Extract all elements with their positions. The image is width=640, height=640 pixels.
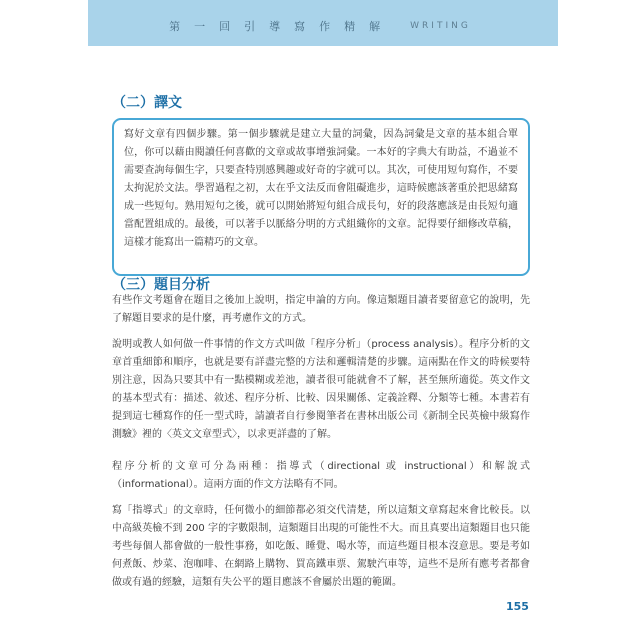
chapter-subtitle-en: WRITING: [410, 21, 471, 31]
chapter-title-char: 一: [194, 20, 207, 33]
chapter-title: [169, 18, 394, 34]
chapter-title-char: 引: [244, 20, 257, 33]
chapter-title-char: 第: [169, 20, 182, 33]
section-heading-analysis: （三）題目分析: [112, 277, 210, 293]
chapter-title-char: 解: [369, 20, 382, 33]
chapter-title-char: 精: [344, 20, 357, 33]
translation-text: 寫好文章有四個步驟。第一個步驟就是建立大量的詞彙，因為詞彙是文章的基本組合單位，你可以藉由閱讀任何喜歡的文章或故事增強詞彙。一本好的字典大有助益，不過並不需要查詢每個生字，只要查特別感興趣或好奇的字就可以。其次，可使用短句寫作，不要太拘泥於文法。學習過程之初，太在乎文法反而會阻礙進步，這時候應該著重於把思緒寫成一些短句。熟用短句之後，就可以開始將短句組合成長句，好的段落應該是由長短句適當配置組成的。最後，可以著手以脈絡分明的方式組織你的文章。記得要仔細修改草稿，這樣才能寫出一篇精巧的文章。: [124, 129, 518, 248]
translation-box: [112, 118, 530, 276]
analysis-paragraph: 有些作文考題會在題目之後加上說明，指定申論的方向。像這類題目讀者要留意它的說明，先了解題目要求的是什麼，再考慮作文的方式。: [112, 295, 530, 324]
analysis-paragraph: 說明或教人如何做一件事情的作文方式叫做「程序分析」（process analysis）。程序分析的文章首重細節和順序，也就是要有詳盡完整的方法和邏輯清楚的步驟。這兩點在作文的時候要特別注意，因為只要其中有一點模糊或差池，讀者很可能就會不了解，甚至無所適從。英文作文的基本型式有：描述、敘述、程序分析、比較、因果關係、定義詮釋、分類等七種。本書若有提到這七種寫作的任一型式時，請讀者自行參閱筆者在書林出版公司《新制全民英檢中級寫作測驗》裡的〈英文文章型式〉，以求更詳盡的了解。: [112, 339, 530, 440]
chapter-title-char: 寫: [294, 20, 307, 33]
chapter-title-char: 導: [269, 20, 282, 33]
page-number: 155: [506, 600, 529, 613]
chapter-header: [0, 18, 640, 34]
chapter-title-char: 回: [219, 20, 232, 33]
chapter-title-char: 作: [319, 20, 332, 33]
analysis-paragraph: 程序分析的文章可分為兩種：指導式（directional 或 instructional）和解說式（informational）。這兩方面的作文方法略有不同。: [112, 461, 530, 490]
section-heading-translation: （二）譯文: [112, 95, 182, 111]
analysis-paragraph: 寫「指導式」的文章時，任何微小的細節都必須交代清楚，所以這類文章寫起來會比較長。以中高級英檢不到 200 字的字數限制，這類題目出現的可能性不大。而且真要出這類題目也只能考些每個人都會做的一般性事務，如吃飯、睡覺、喝水等，而這些題目根本沒意思。要是考如何煮飯、炒菜、泡咖啡、在網路上購物、買高鐵車票、駕駛汽車等，這些不是所有應考者都會做或有過的經驗，這類有失公平的題目應該不會屬於出題的範圍。: [112, 505, 530, 588]
